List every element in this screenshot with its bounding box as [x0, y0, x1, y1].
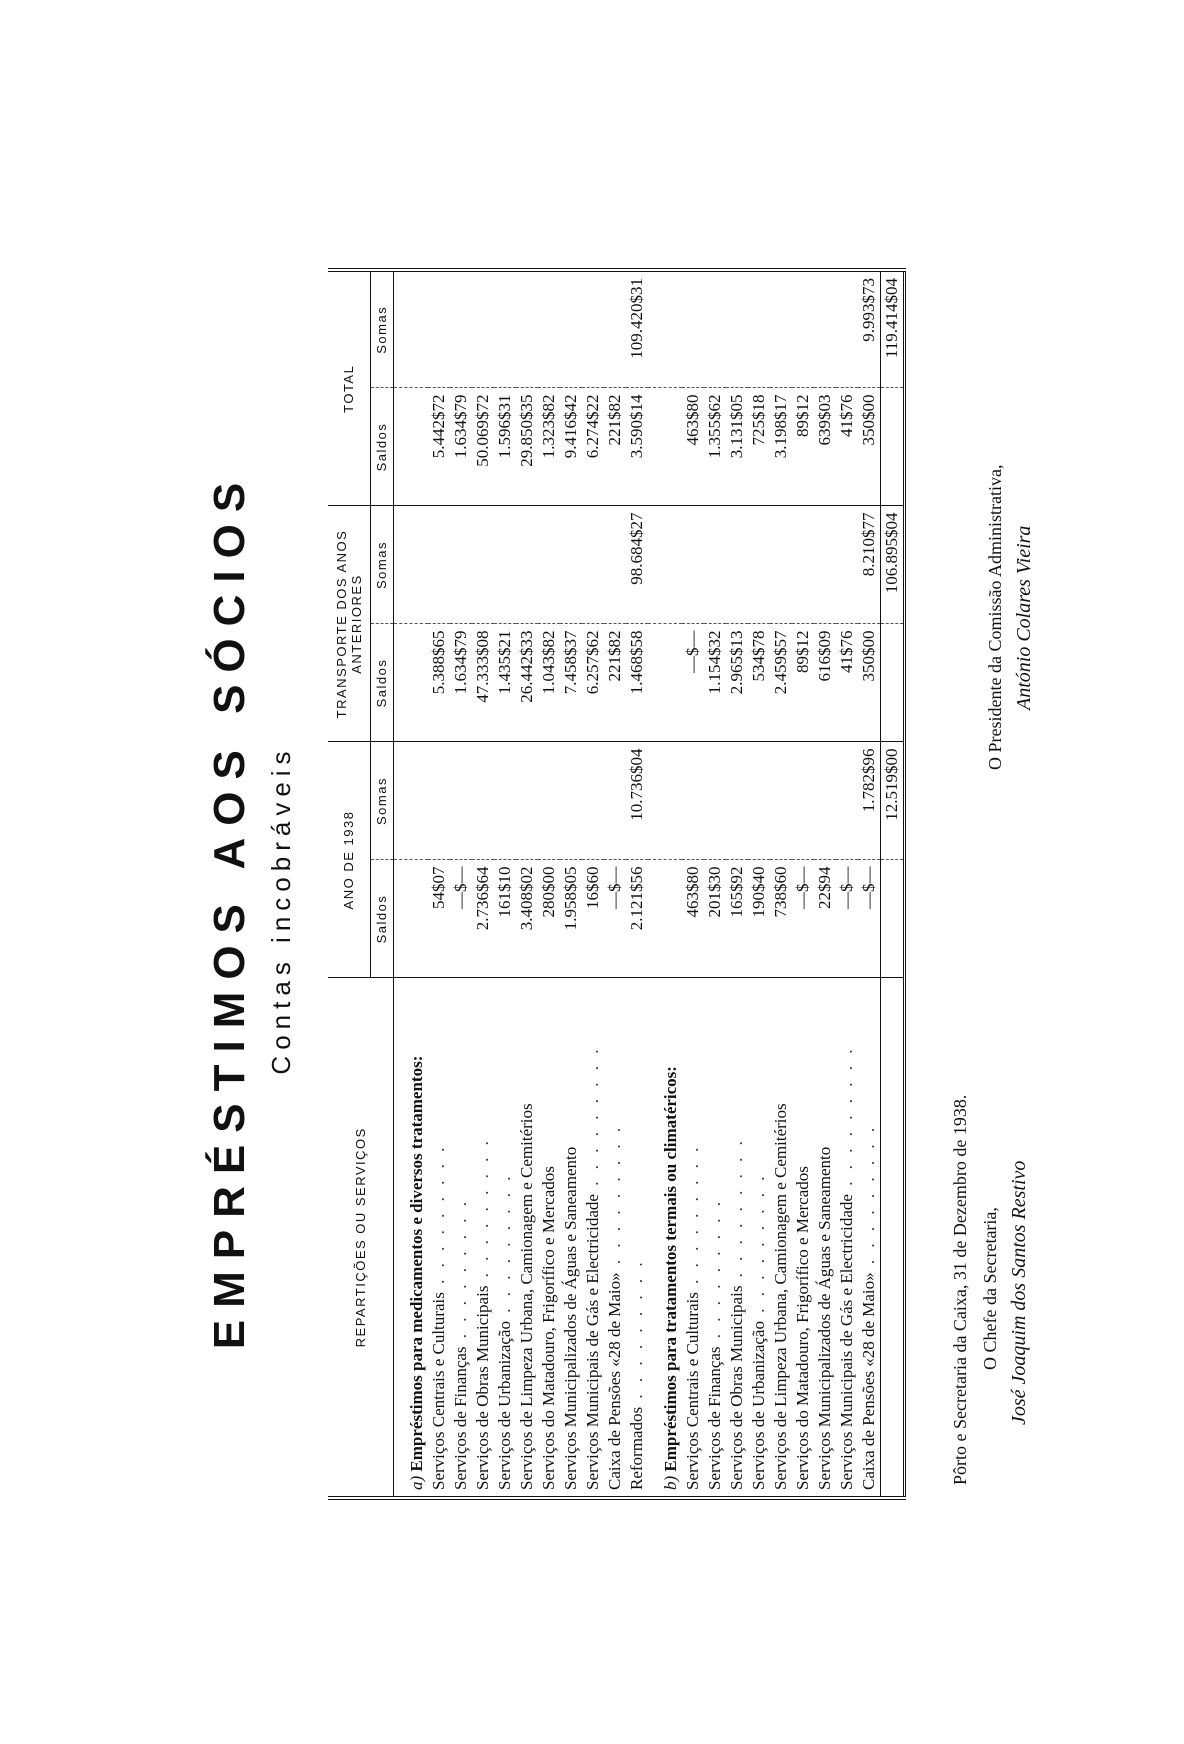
trans-soma-cell [450, 506, 472, 624]
leader-dots: . . . . . . . . . [429, 1143, 448, 1293]
ano-saldo-cell: 3.408$02 [517, 866, 536, 931]
total-soma-cell [494, 270, 516, 388]
row-label: Serviços do Matadouro, Frigorífico e Mercados [539, 1166, 558, 1490]
header-transporte: TRANSPORTE DOS ANOS ANTERIORES [328, 506, 371, 742]
row-label-cell [682, 978, 704, 1498]
empty-cell [648, 270, 682, 388]
row-label: Reformados [627, 1406, 646, 1490]
ano-soma-cell [428, 742, 450, 860]
accounts-table [328, 268, 906, 1500]
row-label-cell [494, 978, 516, 1498]
section-title-row [648, 270, 682, 1498]
section-title-text: Empréstimos para medicamentos e diversos tratamentos: [407, 1055, 426, 1472]
empty-cell [394, 860, 429, 978]
total-transporte: 106.895$04 [881, 506, 905, 624]
total-soma-cell [748, 270, 770, 388]
row-label: Serviços de Obras Municipais [473, 1285, 492, 1490]
row-label-cell [538, 978, 560, 1498]
leader-dots: . . . . . . . . . [705, 1197, 724, 1347]
header-somas: Somas [371, 270, 394, 388]
row-label: Serviços de Urbanização [749, 1321, 768, 1490]
ano-soma-cell [836, 742, 858, 860]
trans-saldo-cell: 1.154$32 [704, 624, 726, 742]
footer-presidente-name: António Colares Vieira [1013, 525, 1035, 710]
header-ano: ANO DE 1938 [328, 742, 371, 978]
total-soma-cell [560, 270, 582, 388]
trans-soma-cell [836, 506, 858, 624]
leader-dots: . . . . . . . . . [683, 1143, 702, 1293]
total-soma-cell [770, 270, 792, 388]
ano-saldo-cell: —$— [451, 866, 470, 909]
ano-soma-cell [792, 742, 814, 860]
total-saldo-cell: 1.634$79 [450, 388, 472, 506]
empty-cell [648, 742, 682, 860]
trans-saldo-cell: 1.435$21 [494, 624, 516, 742]
total-saldo-cell: 725$18 [748, 388, 770, 506]
section-title [648, 978, 682, 1498]
totals-row [881, 270, 905, 1498]
table-row [428, 270, 450, 1498]
row-label-cell [814, 978, 836, 1498]
leader-dots: . . . . . . . . . [727, 1137, 746, 1286]
leader-dots: . . . . . . . . . [837, 1045, 856, 1195]
trans-saldo-cell: —$— [682, 624, 704, 742]
leader-dots: . . . . . . . . . [583, 1045, 602, 1195]
leader-dots: . . . . . . . . . [749, 1172, 768, 1322]
ano-soma-cell [516, 742, 538, 860]
row-label-cell [704, 978, 726, 1498]
leader-dots: . . . . . . . . . [627, 1258, 646, 1407]
row-label-cell [792, 978, 814, 1498]
trans-saldo-cell: 26.442$33 [516, 624, 538, 742]
ano-saldo-cell: 280$00 [539, 866, 558, 918]
footer-chefe-name: José Joaquim dos Santos Restivo [1008, 1160, 1030, 1425]
trans-soma-cell [748, 506, 770, 624]
leader-dots: . . . . . . . . . [605, 1123, 624, 1273]
ano-saldo-cell: —$— [837, 866, 856, 909]
table-row [538, 270, 560, 1498]
ano-soma-cell [748, 742, 770, 860]
row-label: Serviços do Matadouro, Frigorífico e Mercados [793, 1166, 812, 1490]
empty-cell [648, 624, 682, 742]
row-label-cell [428, 978, 450, 1498]
total-saldo-cell: 41$76 [836, 388, 858, 506]
header-total: TOTAL [328, 270, 371, 506]
trans-saldo-cell: 616$09 [814, 624, 836, 742]
leader-dots: . . . . . . . . . [473, 1137, 492, 1286]
total-saldo-cell: 5.442$72 [428, 388, 450, 506]
trans-saldo-cell: 2.459$57 [770, 624, 792, 742]
ano-soma-cell [704, 742, 726, 860]
table-body [394, 270, 905, 1498]
totals-label-cell [881, 978, 905, 1498]
total-soma-cell [704, 270, 726, 388]
empty-cell [881, 624, 905, 742]
row-label-cell [836, 978, 858, 1498]
header-saldos: Saldos [371, 860, 394, 978]
table-row [472, 270, 494, 1498]
table-row [770, 270, 792, 1498]
footer-chefe-role: O Chefe da Secretaria, [980, 1207, 1000, 1370]
total-soma-cell [682, 270, 704, 388]
section-letter: a) [407, 1475, 426, 1490]
row-label-cell [472, 978, 494, 1498]
trans-saldo-cell: 1.634$79 [450, 624, 472, 742]
trans-soma-cell [726, 506, 748, 624]
trans-soma-cell [428, 506, 450, 624]
ano-soma-cell [726, 742, 748, 860]
trans-soma-cell [582, 506, 604, 624]
trans-saldo-cell: 350$00 [858, 624, 881, 742]
section-title [394, 978, 429, 1498]
table-row [494, 270, 516, 1498]
total-soma-cell [538, 270, 560, 388]
total-soma-cell [516, 270, 538, 388]
ano-soma-cell [682, 742, 704, 860]
trans-soma-cell [538, 506, 560, 624]
empty-cell [394, 270, 429, 388]
leader-dots: . . . . . . . . . [495, 1172, 514, 1322]
trans-saldo-cell: 221$82 [604, 624, 626, 742]
ano-saldo-cell: —$— [605, 866, 624, 909]
total-soma-cell [472, 270, 494, 388]
empty-cell [881, 388, 905, 506]
total-saldo-cell: 463$80 [682, 388, 704, 506]
trans-saldo-cell: 89$12 [792, 624, 814, 742]
total-saldo-cell: 3.590$14 [626, 388, 648, 506]
trans-soma-cell [494, 506, 516, 624]
table-row [748, 270, 770, 1498]
table-row [560, 270, 582, 1498]
trans-saldo-cell: 6.257$62 [582, 624, 604, 742]
ano-soma-cell [450, 742, 472, 860]
total-saldo-cell: 1.355$62 [704, 388, 726, 506]
ano-soma-cell [494, 742, 516, 860]
ano-saldo-cell: 161$10 [495, 866, 514, 918]
total-saldo-cell: 9.416$42 [560, 388, 582, 506]
row-label: Caixa de Pensões «28 de Maio» [859, 1272, 878, 1490]
total-saldo-cell: 50.069$72 [472, 388, 494, 506]
trans-soma-cell [472, 506, 494, 624]
ano-saldo-cell: 463$80 [683, 866, 702, 918]
trans-soma-cell [516, 506, 538, 624]
row-label: Serviços Centrais e Culturais [429, 1292, 448, 1490]
table-row [726, 270, 748, 1498]
ano-saldo-cell: 738$60 [771, 866, 790, 918]
empty-cell [394, 624, 429, 742]
row-label: Serviços de Limpeza Urbana, Camionagem e Cemitérios [517, 1103, 536, 1490]
row-label-cell [604, 978, 626, 1498]
table-row [516, 270, 538, 1498]
ano-saldo-cell: —$— [793, 866, 812, 909]
table-row [450, 270, 472, 1498]
ano-saldo-cell: 201$30 [705, 866, 724, 918]
row-label: Serviços de Finanças [451, 1346, 470, 1490]
row-label: Serviços Municipais de Gás e Electricidade [837, 1194, 856, 1490]
ano-soma-cell [472, 742, 494, 860]
total-soma-cell [582, 270, 604, 388]
ano-saldo-cell: 16$60 [583, 866, 602, 909]
ano-saldo-cell: 2.736$64 [473, 866, 492, 931]
ano-saldo-cell: 22$94 [815, 866, 834, 909]
total-saldo-cell: 29.850$35 [516, 388, 538, 506]
trans-soma-cell: 8.210$77 [858, 506, 881, 624]
header-saldos: Saldos [371, 388, 394, 506]
trans-saldo-cell: 47.333$08 [472, 624, 494, 742]
trans-soma-cell [792, 506, 814, 624]
row-label-cell [516, 978, 538, 1498]
row-label: Serviços Municipalizados de Águas e Saneamento [561, 1146, 580, 1490]
footer-presidente-role: O Presidente da Comissão Administrativa, [985, 464, 1005, 770]
empty-cell [394, 742, 429, 860]
ano-soma-cell [582, 742, 604, 860]
trans-soma-cell: 98.684$27 [626, 506, 648, 624]
total-ano: 12.519$00 [881, 742, 905, 860]
row-label: Serviços de Obras Municipais [727, 1285, 746, 1490]
empty-cell [394, 388, 429, 506]
row-label: Serviços de Limpeza Urbana, Camionagem e Cemitérios [771, 1103, 790, 1490]
total-soma-cell [726, 270, 748, 388]
total-saldo-cell: 639$03 [814, 388, 836, 506]
total-saldo-cell: 350$00 [858, 388, 881, 506]
total-soma-cell [836, 270, 858, 388]
header-reparticoes: REPARTIÇÕES OU SERVIÇOS [328, 978, 394, 1498]
table-row [704, 270, 726, 1498]
empty-cell [881, 860, 905, 978]
ano-soma-cell: 1.782$96 [858, 742, 881, 860]
empty-cell [648, 506, 682, 624]
ano-soma-cell [538, 742, 560, 860]
footer-date: Pôrto e Secretaria da Caixa, 31 de Dezembro de 1938. [950, 1094, 970, 1485]
trans-saldo-cell: 5.388$65 [428, 624, 450, 742]
empty-cell [394, 506, 429, 624]
trans-saldo-cell: 1.043$82 [538, 624, 560, 742]
trans-soma-cell [814, 506, 836, 624]
row-label-cell [770, 978, 792, 1498]
row-label-cell [858, 978, 881, 1498]
ano-soma-cell [604, 742, 626, 860]
trans-soma-cell [560, 506, 582, 624]
ano-saldo-cell: —$— [859, 866, 878, 909]
trans-saldo-cell: 41$76 [836, 624, 858, 742]
total-soma-cell [450, 270, 472, 388]
section-title-row [394, 270, 429, 1498]
row-label: Serviços Centrais e Culturais [683, 1292, 702, 1490]
leader-dots: . . . . . . . . . [451, 1197, 470, 1347]
total-saldo-cell: 3.198$17 [770, 388, 792, 506]
trans-saldo-cell: 1.468$58 [626, 624, 648, 742]
page-subtitle: Contas incobráveis [266, 745, 296, 1075]
row-label: Serviços Municipais de Gás e Electricidade [583, 1194, 602, 1490]
table-row [836, 270, 858, 1498]
ano-saldo-cell: 1.958$05 [561, 866, 580, 931]
total-total: 119.414$04 [881, 270, 905, 388]
ano-saldo-cell: 2.121$56 [627, 866, 646, 931]
table-row [814, 270, 836, 1498]
table-row [626, 270, 648, 1498]
ano-saldo-cell: 54$07 [429, 866, 448, 909]
empty-cell [648, 388, 682, 506]
total-soma-cell [814, 270, 836, 388]
total-saldo-cell: 221$82 [604, 388, 626, 506]
row-label-cell [748, 978, 770, 1498]
row-label: Serviços de Urbanização [495, 1321, 514, 1490]
total-soma-cell [428, 270, 450, 388]
row-label: Serviços Municipalizados de Águas e Saneamento [815, 1146, 834, 1490]
ano-soma-cell: 10.736$04 [626, 742, 648, 860]
section-letter: b) [661, 1475, 680, 1490]
table-row [582, 270, 604, 1498]
table-row [604, 270, 626, 1498]
trans-soma-cell [604, 506, 626, 624]
ano-soma-cell [770, 742, 792, 860]
header-somas: Somas [371, 742, 394, 860]
section-title-text: Empréstimos para tratamentos termais ou climatéricos: [661, 1066, 680, 1472]
total-soma-cell: 109.420$31 [626, 270, 648, 388]
total-saldo-cell: 6.274$22 [582, 388, 604, 506]
row-label-cell [626, 978, 648, 1498]
ano-saldo-cell: 190$40 [749, 866, 768, 918]
table-row [792, 270, 814, 1498]
trans-saldo-cell: 2.965$13 [726, 624, 748, 742]
ano-saldo-cell: 165$92 [727, 866, 746, 918]
table-row [858, 270, 881, 1498]
trans-soma-cell [682, 506, 704, 624]
rotated-page [70, 120, 1080, 1700]
header-saldos: Saldos [371, 624, 394, 742]
row-label-cell [726, 978, 748, 1498]
empty-cell [648, 860, 682, 978]
table-row [682, 270, 704, 1498]
ano-soma-cell [814, 742, 836, 860]
header-somas: Somas [371, 506, 394, 624]
row-label-cell [560, 978, 582, 1498]
total-saldo-cell: 1.323$82 [538, 388, 560, 506]
total-saldo-cell: 1.596$31 [494, 388, 516, 506]
ano-soma-cell [560, 742, 582, 860]
page-title: EMPRÉSTIMOS AOS SÓCIOS [205, 470, 254, 1350]
trans-soma-cell [770, 506, 792, 624]
total-soma-cell [792, 270, 814, 388]
total-soma-cell [604, 270, 626, 388]
total-soma-cell: 9.993$73 [858, 270, 881, 388]
row-label-cell [450, 978, 472, 1498]
total-saldo-cell: 89$12 [792, 388, 814, 506]
row-label-cell [582, 978, 604, 1498]
row-label: Serviços de Finanças [705, 1346, 724, 1490]
trans-soma-cell [704, 506, 726, 624]
trans-saldo-cell: 7.458$37 [560, 624, 582, 742]
row-label: Caixa de Pensões «28 de Maio» [605, 1272, 624, 1490]
trans-saldo-cell: 534$78 [748, 624, 770, 742]
total-saldo-cell: 3.131$05 [726, 388, 748, 506]
leader-dots: . . . . . . . . . [859, 1123, 878, 1273]
